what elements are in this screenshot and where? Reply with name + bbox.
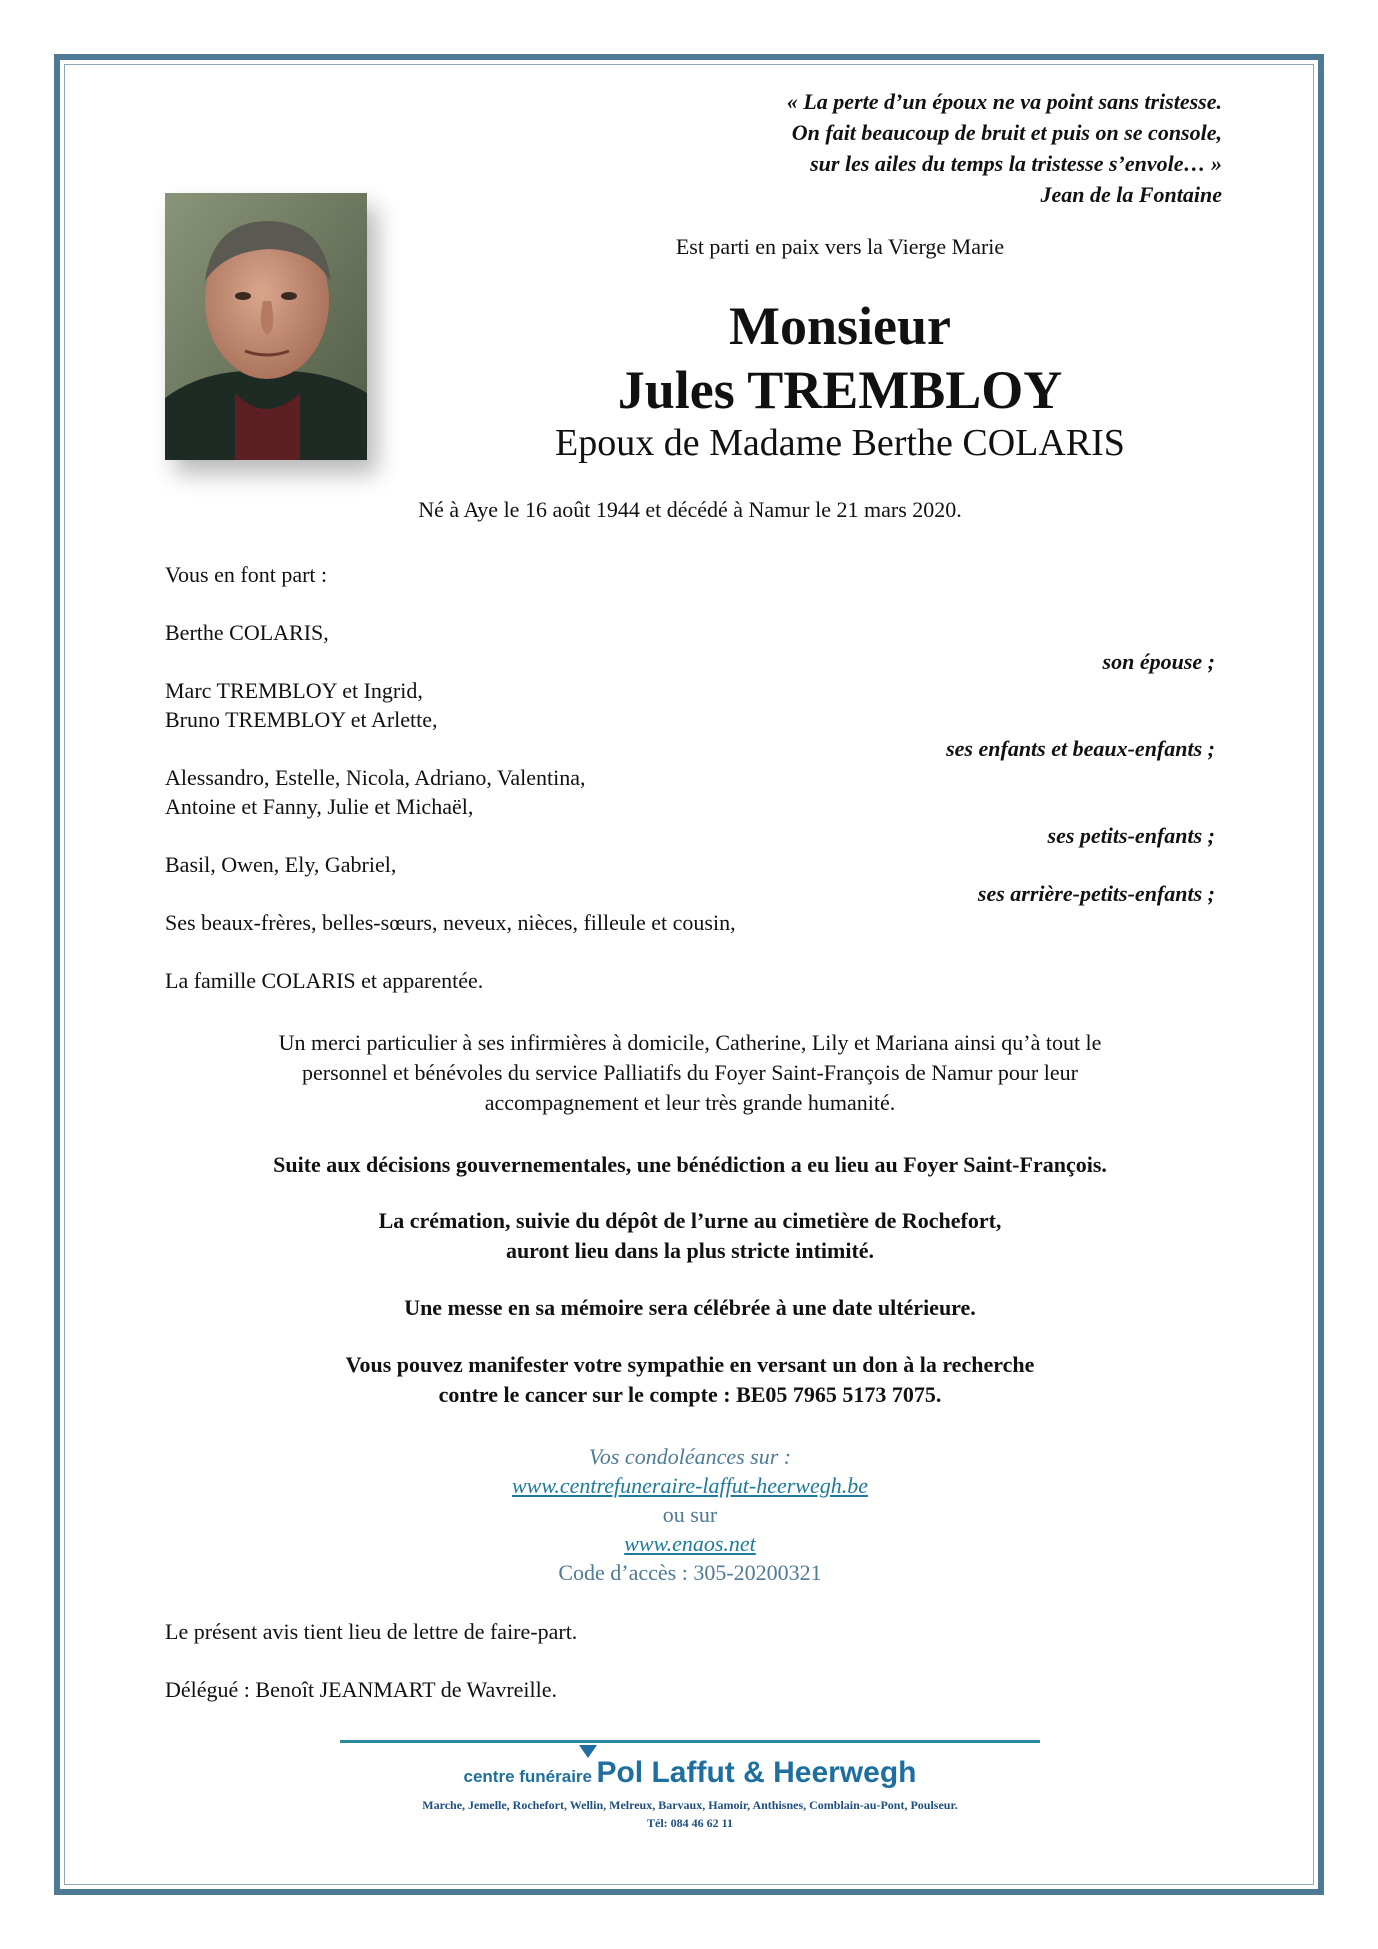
logo-phone: Tél: 084 46 62 11	[647, 1816, 733, 1830]
family-member-line: La famille COLARIS et apparentée.	[165, 968, 484, 993]
access-code: Code d’accès : 305-20200321	[558, 1560, 822, 1585]
cremation-notice	[165, 1206, 1215, 1266]
epigraph-quote	[787, 86, 1222, 210]
cremation-line: auront lieu dans la plus stricte intimité.	[505, 1238, 875, 1263]
faire-part-notice: Le présent avis tient lieu de lettre de faire-part.	[165, 1619, 578, 1644]
announcement-lead: Vous en font part :	[165, 562, 328, 587]
condolences-block	[165, 1442, 1215, 1587]
family-announcement	[165, 560, 1215, 995]
thanks-line: personnel et bénévoles du service Palliatifs du Foyer Saint-François de Namur pour leur	[302, 1060, 1078, 1085]
family-member-line: Marc TREMBLOY et Ingrid,	[165, 678, 423, 703]
spouse-line: Epoux de Madame Berthe COLARIS	[555, 422, 1125, 464]
honorific: Monsieur	[729, 296, 951, 356]
quote-line: « La perte d’un époux ne va point sans tristesse.	[786, 89, 1222, 114]
donation-line: Vous pouvez manifester votre sympathie en versant un don à la recherche	[345, 1352, 1035, 1377]
birth-death-dates: Né à Aye le 16 août 1944 et décédé à Namur le 21 mars 2020.	[418, 497, 962, 522]
thanks-line: accompagnement et leur très grande humanité.	[484, 1090, 896, 1115]
cremation-line: La crémation, suivie du dépôt de l’urne au cimetière de Rochefort,	[378, 1208, 1002, 1233]
portrait-photo	[165, 193, 367, 460]
condolences-link-enaos[interactable]: www.enaos.net	[624, 1531, 756, 1556]
quote-line: sur les ailes du temps la tristesse s’envole… »	[810, 151, 1222, 176]
thanks-line: Un merci particulier à ses infirmières à domicile, Catherine, Lily et Mariana ainsi qu’à tout le	[278, 1030, 1102, 1055]
delegate-line: Délégué : Benoît JEANMART de Wavreille.	[165, 1677, 558, 1702]
relation-label: ses petits-enfants ;	[1047, 823, 1215, 848]
logo-rule	[340, 1740, 1040, 1743]
donation-line: contre le cancer sur le compte : BE05 7965 5173 7075.	[438, 1382, 942, 1407]
condolences-link-funeral-home[interactable]: www.centrefuneraire-laffut-heerwegh.be	[512, 1473, 868, 1498]
quote-line: On fait beaucoup de bruit et puis on se console,	[791, 120, 1222, 145]
relation-label: ses enfants et beaux-enfants ;	[946, 736, 1215, 761]
family-member-line: Berthe COLARIS,	[165, 620, 329, 645]
thanks-paragraph	[165, 1028, 1215, 1118]
condolences-label: Vos condoléances sur :	[588, 1444, 792, 1469]
donation-notice	[165, 1350, 1215, 1410]
mass-notice: Une messe en sa mémoire sera célébrée à une date ultérieure.	[404, 1295, 976, 1320]
relation-label: son épouse ;	[1102, 649, 1215, 674]
logo-locations: Marche, Jemelle, Rochefort, Wellin, Melreux, Barvaux, Hamoir, Anthisnes, Comblain-au-Pont, Poulseur.	[422, 1798, 958, 1812]
family-member-line: Bruno TREMBLOY et Arlette,	[165, 707, 438, 732]
closing-block	[165, 1617, 577, 1704]
blessing-notice: Suite aux décisions gouvernementales, une bénédiction a eu lieu au Foyer Saint-François.	[273, 1152, 1107, 1177]
quote-author: Jean de la Fontaine	[1040, 182, 1222, 207]
family-member-line: Basil, Owen, Ely, Gabriel,	[165, 852, 397, 877]
funeral-home-logo	[340, 1740, 1040, 1840]
relation-label: ses arrière-petits-enfants ;	[977, 881, 1215, 906]
family-member-line: Antoine et Fanny, Julie et Michaël,	[165, 794, 474, 819]
family-member-line: Ses beaux-frères, belles-sœurs, neveux, nièces, filleule et cousin,	[165, 910, 736, 935]
logo-prefix: centre funéraire	[463, 1767, 592, 1786]
deceased-name	[420, 294, 1260, 422]
intro-line: Est parti en paix vers la Vierge Marie	[675, 234, 1005, 259]
full-name: Jules TREMBLOY	[617, 360, 1063, 420]
logo-name: Pol Laffut & Heerwegh	[596, 1756, 917, 1789]
condolences-or: ou sur	[662, 1502, 718, 1527]
family-member-line: Alessandro, Estelle, Nicola, Adriano, Valentina,	[165, 765, 586, 790]
